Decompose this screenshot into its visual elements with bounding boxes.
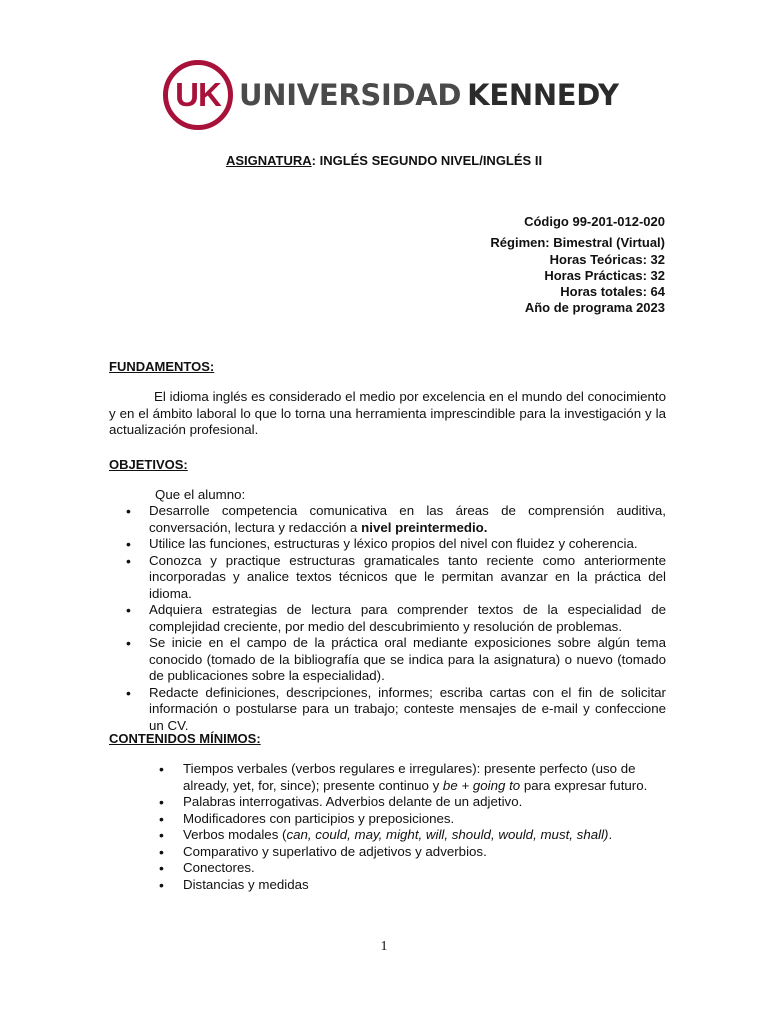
objetivos-list [109,503,666,734]
bullet-icon: • [159,876,164,893]
page-number: 1 [380,939,388,954]
contenido-text: Comparativo y superlativo de adjetivos y adverbios. [183,843,487,859]
fundamentos-text [109,389,666,439]
contenido-text: Palabras interrogativas. Adverbios delante de un adjetivo. [183,794,523,809]
contenido-item [156,811,676,828]
contenido-text: Conectores. [183,860,255,875]
contenido-item [156,794,676,811]
contenido-item [156,761,676,794]
bullet-icon: • [126,684,131,701]
contenido-item [156,877,676,894]
bullet-icon: • [126,552,131,569]
logo-word-universidad: UNIVERSIDAD [239,77,462,112]
objetivo-item [109,503,666,536]
objetivo-text: Se inicie en el campo de la práctica oral mediante exposiciones sobre algún tema conocido (tomado de la bibliografía que se indica para la asignatura) o nuevo (tomado de publicaciones sobre la especialidad). [149,635,666,683]
objetivo-text: Adquiera estrategias de lectura para comprender textos de la especialidad de complejidad creciente, por medio del descubrimiento y resolución de problemas. [149,602,666,634]
objetivo-item [109,536,666,553]
contenidos-list [156,761,676,893]
contenido-item [156,827,676,844]
logo-mark: UK [175,76,221,114]
subject-label: ASIGNATURA [225,153,312,168]
subject-value: : INGLÉS SEGUNDO NIVEL/INGLÉS II [311,153,543,168]
meta-horas-practicas: Horas Prácticas: 32 [544,267,665,283]
bullet-icon: • [126,602,131,618]
objetivo-item [109,635,666,685]
contenido-italic: be + going to [442,777,521,793]
contenido-text-end: para expresar futuro. [520,777,648,793]
objetivo-text: Desarrolle competencia comunicativa en las áreas de comprensión auditiva, conversación, lectura y redacción a [149,503,666,535]
meta-anio: Año de programa 2023 [524,300,665,316]
bullet-icon: • [126,503,131,519]
meta-horas-totales: Horas totales: 64 [560,284,665,300]
bullet-icon: • [159,843,164,860]
objetivo-item [109,685,666,735]
contenido-text: Distancias y medidas [183,876,309,892]
objetivo-text: Redacte definiciones, descripciones, informes; escriba cartas con el fin de solicitar información o postularse para un trabajo; conteste mensajes de e-mail y confeccione un CV. [149,684,666,733]
contenido-item [156,860,676,877]
logo-word-kennedy: KENNEDY [467,77,619,112]
bullet-icon: • [159,761,164,777]
bullet-icon: • [159,827,164,843]
meta-codigo: Código 99-201-012-020 [524,214,665,229]
contenido-text: Modificadores con participios y preposiciones. [183,810,455,826]
bullet-icon: • [159,794,164,810]
bullet-icon: • [126,635,131,651]
objetivos-intro: Que el alumno: [155,487,246,502]
objetivos-heading: OBJETIVOS: [109,457,188,472]
meta-horas-teoricas: Horas Teóricas: 32 [549,251,665,267]
meta-regimen: Régimen: Bimestral (Virtual) [490,235,665,251]
logo-wordmark [239,77,619,112]
contenido-item [156,844,676,861]
bullet-icon: • [126,536,131,552]
objetivo-bold: nivel preintermedio. [361,519,488,535]
objetivo-text: Utilice las funciones, estructuras y léxico propios del nivel con fluidez y coherencia. [149,536,638,551]
contenido-text: Tiempos verbales (verbos regulares e irregulares): presente perfecto (uso de already, yet, for, since); presente continuo y [183,761,636,793]
subject-title [0,153,768,170]
university-logo [163,57,619,133]
objetivo-text: Conozca y practique estructuras gramaticales tanto reciente como anteriormente incorporadas y analice textos técnicos que le permitan avanzar en la práctica del idioma. [149,552,666,601]
bullet-icon: • [159,860,164,876]
contenido-text-end: . [608,827,613,842]
contenido-text: Verbos modales ( [183,827,287,842]
objetivo-item [109,553,666,603]
fundamentos-body: El idioma inglés es considerado el medio por excelencia en el mundo del conocimiento y en el ámbito laboral lo que lo torna una herramienta imprescindible para la investigación y la actualización profesional. [109,389,666,437]
bullet-icon: • [159,810,164,827]
logo-seal [163,60,233,130]
contenido-italic: can, could, may, might, will, should, would, must, shall) [286,827,609,842]
contenidos-heading: CONTENIDOS MÍNIMOS: [109,731,261,746]
fundamentos-heading: FUNDAMENTOS: [109,359,215,374]
course-meta [490,214,665,317]
objetivo-item [109,602,666,635]
